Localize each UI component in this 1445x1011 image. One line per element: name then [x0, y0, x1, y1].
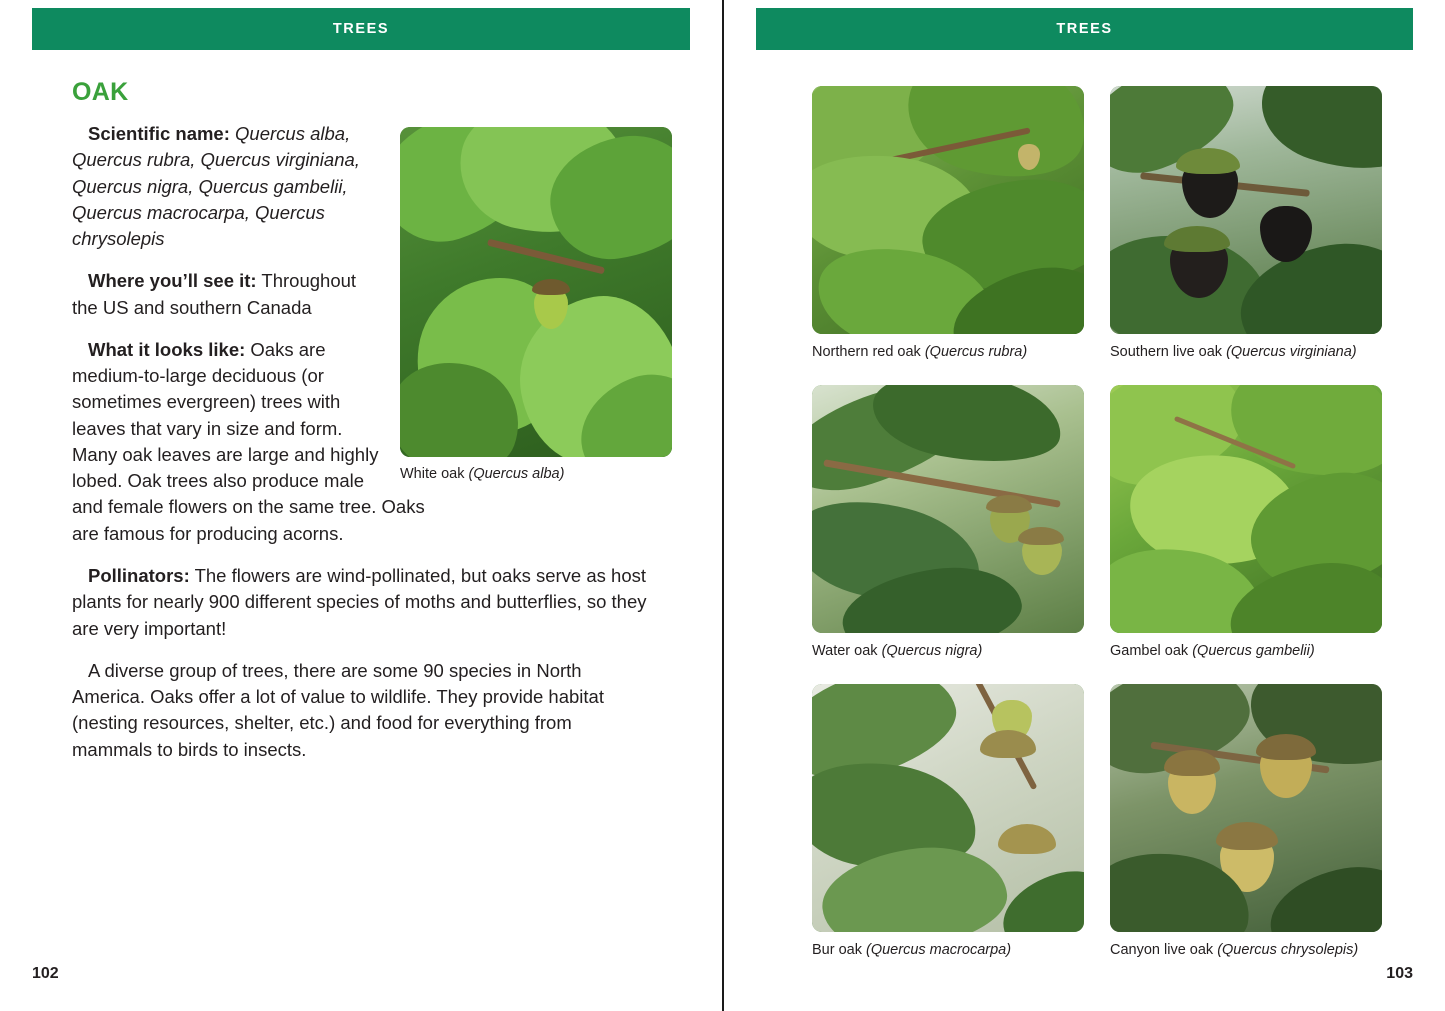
page-number-left: 102: [32, 965, 59, 982]
photo-caption-latin: (Quercus macrocarpa): [866, 942, 1012, 959]
photo-caption-common: Southern live oak: [1110, 344, 1227, 360]
label-what-it-looks-like: What it looks like:: [88, 338, 246, 360]
paragraph-closing: A diverse group of trees, there are some 90 species in North America. Oaks offer a lot of value to wildlife. They provide habitat (nesting resources, shelter, etc.) and food for everything from mammals to birds to insects.: [72, 659, 604, 760]
hero-caption-common: White oak: [400, 466, 469, 482]
running-head-right-text: TREES: [1056, 21, 1113, 37]
hero-photo-white-oak: [400, 127, 672, 457]
left-page: [0, 0, 722, 1011]
photo-caption: [1110, 941, 1382, 959]
photo-figure: [1110, 86, 1382, 361]
photo-caption-common: Gambel oak: [1110, 643, 1193, 660]
photo-caption-latin: (Quercus virginiana): [1226, 344, 1357, 360]
photo-bur-oak: [812, 684, 1084, 932]
photo-caption-latin: (Quercus nigra): [881, 643, 983, 660]
value-pollinators: The flowers are wind-pollinated, but oaks serve as host plants for nearly 900 different species of moths and butterflies, so they are very important!: [72, 564, 647, 639]
photo-gambel-oak: [1110, 385, 1382, 633]
photo-figure: [1110, 385, 1382, 660]
photo-caption: [1110, 642, 1382, 660]
photo-water-oak: [812, 385, 1084, 633]
label-scientific-name: Scientific name:: [88, 123, 230, 144]
photo-figure: [1110, 684, 1382, 959]
photo-canyon-live-oak: [1110, 684, 1382, 932]
photo-figure: [812, 684, 1084, 959]
photo-caption-latin: (Quercus rubra): [924, 344, 1028, 360]
hero-photo-figure: [400, 127, 672, 482]
photo-caption-latin: (Quercus chrysolepis): [1217, 942, 1359, 959]
left-text-column-narrow: [72, 121, 432, 547]
page-number-right: 103: [1386, 965, 1413, 982]
paragraph-where-you-will-see-it: [72, 268, 432, 321]
label-pollinators: Pollinators:: [88, 564, 190, 586]
photo-grid: [812, 86, 1382, 959]
photo-southern-live-oak: [1110, 86, 1382, 334]
photo-caption: [812, 343, 1084, 361]
left-page-content: [72, 78, 672, 779]
paragraph-scientific-name: [72, 121, 432, 252]
hero-photo-caption: [400, 466, 672, 482]
running-head-left: [32, 8, 690, 50]
hero-caption-latin: (Quercus alba): [468, 466, 565, 482]
running-head-right: [756, 8, 1413, 50]
left-text-column-full: [72, 563, 648, 763]
photo-caption: [812, 941, 1084, 959]
photo-caption-common: Northern red oak: [812, 344, 925, 360]
paragraph-pollinators: [72, 563, 648, 642]
photo-figure: [812, 86, 1084, 361]
photo-figure: [812, 385, 1084, 660]
page-title: OAK: [72, 78, 129, 106]
running-head-left-text: TREES: [332, 21, 390, 37]
photo-caption: [1110, 343, 1382, 361]
right-page: [724, 0, 1445, 1011]
value-what-it-looks-like: Oaks are medium-to-large deciduous (or sometimes evergreen) trees with leaves that vary in size and form. Many oak leaves are large and highly lobed. Oak trees also produce male and female flowers on the same tree. Oaks are famous for producing acorns.: [72, 338, 425, 544]
value-scientific-name: Quercus alba, Quercus rubra, Quercus virginiana, Quercus nigra, Quercus gambelii, Quercus macrocarpa, Quercus chrysolepis: [72, 123, 360, 250]
paragraph-what-it-looks-like: [72, 337, 432, 547]
photo-caption-common: Water oak: [812, 643, 882, 660]
photo-caption: [812, 642, 1084, 660]
photo-caption-common: Bur oak: [812, 942, 866, 959]
photo-caption-common: Canyon live oak: [1110, 942, 1218, 959]
photo-caption-latin: (Quercus gambelii): [1192, 643, 1315, 660]
label-where-you-will-see-it: Where you’ll see it:: [88, 270, 257, 292]
value-where-you-will-see-it: Throughout the US and southern Canada: [72, 270, 357, 318]
photo-northern-red-oak: [812, 86, 1084, 334]
